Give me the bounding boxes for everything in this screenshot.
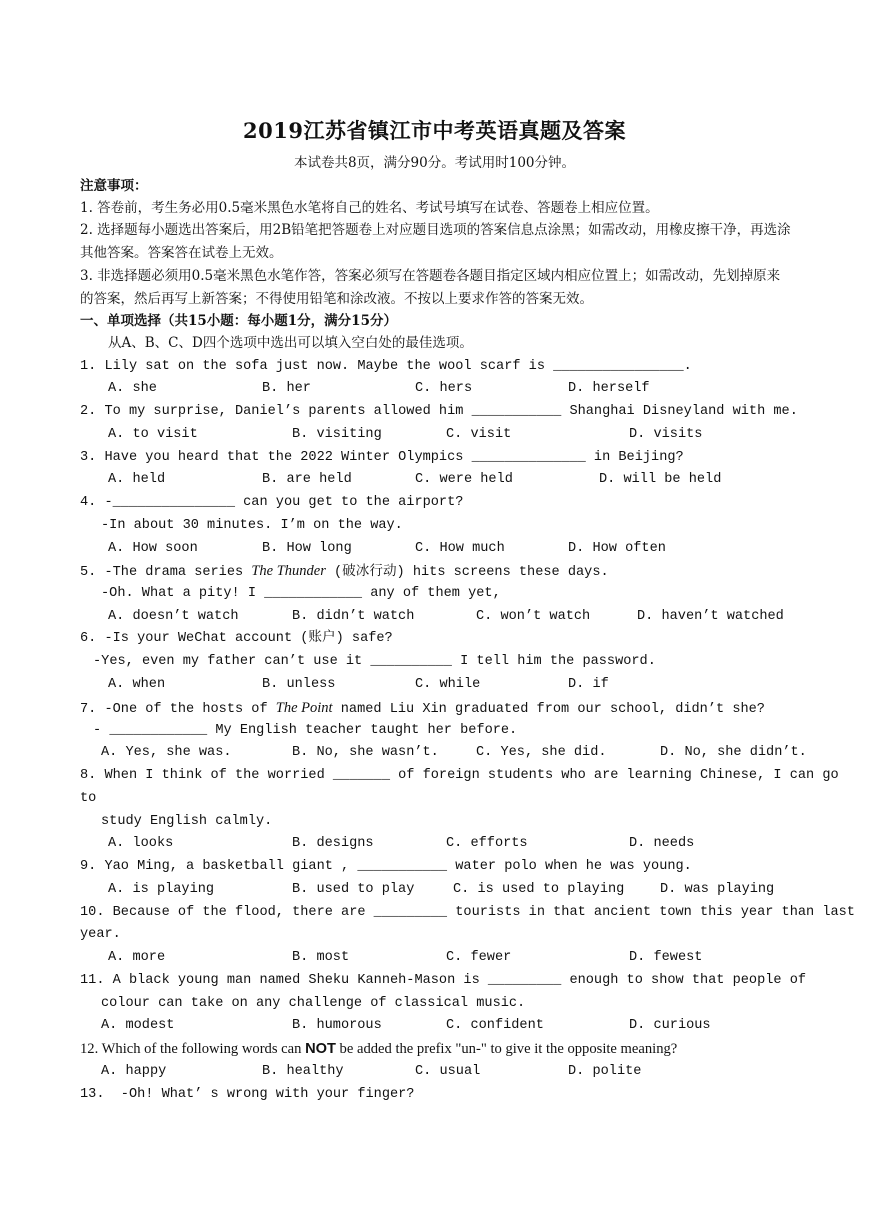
question-8-cont2: study English calmly. bbox=[101, 814, 273, 829]
page-title: 2019江苏省镇江市中考英语真题及答案 bbox=[243, 118, 626, 143]
q11-option-b: B. humorous bbox=[292, 1018, 382, 1033]
q6-option-d: D. if bbox=[568, 677, 609, 692]
question-10: 10. Because of the flood, there are _________ tourists in that ancient town this year than last bbox=[80, 905, 855, 920]
q6-option-b: B. unless bbox=[262, 677, 336, 692]
q2-option-b: B. visiting bbox=[292, 427, 382, 442]
q1-option-a: A. she bbox=[108, 381, 157, 396]
question-8-cont: to bbox=[80, 791, 97, 806]
q5-option-a: A. doesn’t watch bbox=[108, 609, 239, 624]
question-5-pre: 5. -The drama series bbox=[80, 565, 252, 580]
q12-option-a: A. happy bbox=[101, 1064, 167, 1079]
question-4-reply: -In about 30 minutes. I’m on the way. bbox=[101, 518, 403, 533]
drama-title: The Thunder bbox=[251, 563, 326, 579]
q5-option-b: B. didn’t watch bbox=[292, 609, 415, 624]
q7-option-a: A. Yes, she was. bbox=[101, 745, 232, 760]
question-5 bbox=[80, 560, 609, 585]
q8-option-d: D. needs bbox=[629, 836, 695, 851]
q1-option-c: C. hers bbox=[415, 381, 473, 396]
q10-option-c: C. fewer bbox=[446, 950, 512, 965]
question-11: 11. A black young man named Sheku Kanneh-Mason is _________ enough to show that people of bbox=[80, 973, 807, 988]
q7-option-b: B. No, she wasn’t. bbox=[292, 745, 439, 760]
q5-option-c: C. won’t watch bbox=[476, 609, 591, 624]
q8-option-b: B. designs bbox=[292, 836, 374, 851]
q11-option-a: A. modest bbox=[101, 1018, 175, 1033]
q8-option-c: C. efforts bbox=[446, 836, 528, 851]
question-1: 1. Lily sat on the sofa just now. Maybe the wool scarf is ________________. bbox=[80, 359, 692, 374]
q3-option-a: A. held bbox=[108, 472, 166, 487]
question-6-reply: -Yes, even my father can’t use it __________ I tell him the password. bbox=[93, 654, 656, 669]
q12-option-d: D. polite bbox=[568, 1064, 642, 1079]
question-9: 9. Yao Ming, a basketball giant , ___________ water polo when he was young. bbox=[80, 859, 692, 874]
q4-option-a: A. How soon bbox=[108, 541, 198, 556]
q5-option-d: D. haven’t watched bbox=[637, 609, 784, 624]
question-13: 13. -Oh! What’ s wrong with your finger? bbox=[80, 1087, 415, 1102]
question-12-pre: 12. Which of the following words can bbox=[80, 1041, 306, 1057]
show-title: The Point bbox=[275, 700, 333, 716]
q6-option-a: A. when bbox=[108, 677, 166, 692]
section-instruction: 从A、B、C、D四个选项中选出可以填入空白处的最佳选项。 bbox=[108, 335, 473, 351]
q9-option-b: B. used to play bbox=[292, 882, 415, 897]
q10-option-a: A. more bbox=[108, 950, 166, 965]
q8-option-a: A. looks bbox=[108, 836, 174, 851]
question-7-post: named Liu Xin graduated from our school, didn’t she? bbox=[332, 702, 765, 717]
question-5-post: (破冰行动) hits screens these days. bbox=[325, 565, 609, 580]
notice-item-1: 1. 答卷前，考生务必用0.5毫米黑色水笔将自己的姓名、考试号填写在试卷、答题卷上相应位置。 bbox=[80, 200, 659, 216]
q4-option-b: B. How long bbox=[262, 541, 352, 556]
question-8: 8. When I think of the worried _______ of foreign students who are learning Chinese, I can go bbox=[80, 768, 839, 783]
q4-option-c: C. How much bbox=[415, 541, 505, 556]
q2-option-d: D. visits bbox=[629, 427, 703, 442]
q11-option-d: D. curious bbox=[629, 1018, 711, 1033]
section-heading: 一、单项选择（共15小题：每小题1分，满分15分） bbox=[80, 313, 397, 329]
question-11-cont: colour can take on any challenge of classical music. bbox=[101, 996, 526, 1011]
notice-heading: 注意事项： bbox=[80, 178, 148, 194]
q3-option-c: C. were held bbox=[415, 472, 513, 487]
question-12-post: be added the prefix "un-" to give it the opposite meaning? bbox=[335, 1041, 678, 1057]
notice-item-3: 3. 非选择题必须用0.5毫米黑色水笔作答，答案必须写在答题卷各题目指定区域内相应位置上；如需改动，先划掉原来的答案，然后再写上新答案；不得使用铅笔和涂改液。不按以上要求作答的答案无效。 bbox=[80, 268, 781, 307]
q1-option-d: D. herself bbox=[568, 381, 650, 396]
question-2: 2. To my surprise, Daniel’s parents allowed him ___________ Shanghai Disneyland with me. bbox=[80, 404, 798, 419]
q9-option-d: D. was playing bbox=[660, 882, 775, 897]
q11-option-c: C. confident bbox=[446, 1018, 544, 1033]
q6-option-c: C. while bbox=[415, 677, 481, 692]
q7-option-d: D. No, she didn’t. bbox=[660, 745, 807, 760]
exam-info: 本试卷共8页，满分90分。考试用时100分钟。 bbox=[293, 155, 576, 171]
q10-option-b: B. most bbox=[292, 950, 350, 965]
question-7-reply: - ____________ My English teacher taught her before. bbox=[93, 723, 518, 738]
question-10-cont: year. bbox=[80, 927, 121, 942]
q4-option-d: D. How often bbox=[568, 541, 666, 556]
question-6: 6. -Is your WeChat account (账户) safe? bbox=[80, 631, 393, 646]
q2-option-a: A. to visit bbox=[108, 427, 198, 442]
q1-option-b: B. her bbox=[262, 381, 311, 396]
question-12 bbox=[80, 1038, 677, 1061]
question-3: 3. Have you heard that the 2022 Winter Olympics ______________ in Beijing? bbox=[80, 450, 684, 465]
q12-option-b: B. healthy bbox=[262, 1064, 344, 1079]
q2-option-c: C. visit bbox=[446, 427, 512, 442]
q10-option-d: D. fewest bbox=[629, 950, 703, 965]
question-5-reply: -Oh. What a pity! I ____________ any of them yet, bbox=[101, 586, 501, 601]
question-4: 4. -_______________ can you get to the airport? bbox=[80, 495, 464, 510]
q3-option-d: D. will be held bbox=[599, 472, 722, 487]
q3-option-b: B. are held bbox=[262, 472, 352, 487]
question-7 bbox=[80, 697, 765, 722]
question-7-pre: 7. -One of the hosts of bbox=[80, 702, 276, 717]
q9-option-a: A. is playing bbox=[108, 882, 215, 897]
emphasis-not: NOT bbox=[305, 1041, 336, 1057]
q12-option-c: C. usual bbox=[415, 1064, 481, 1079]
notice-item-2: 2. 选择题每小题选出答案后，用2B铅笔把答题卷上对应题目选项的答案信息点涂黑；如需改动，用橡皮擦干净，再选涂其他答案。答案答在试卷上无效。 bbox=[80, 222, 791, 261]
q9-option-c: C. is used to playing bbox=[453, 882, 625, 897]
q7-option-c: C. Yes, she did. bbox=[476, 745, 607, 760]
